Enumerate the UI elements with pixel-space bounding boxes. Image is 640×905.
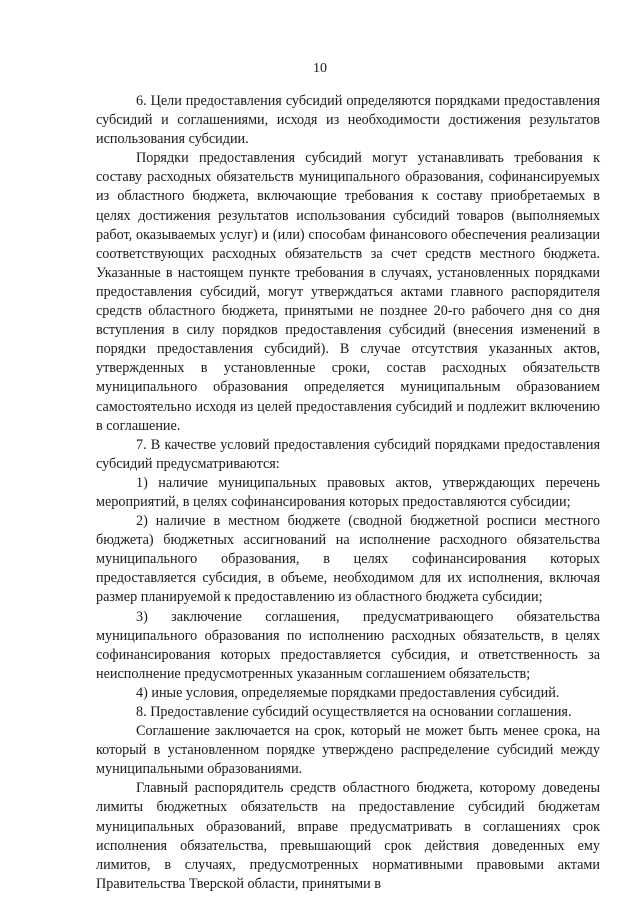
paragraph-item-7: 7. В качестве условий предоставления субсидий порядками предоставления субсидий предусматриваются: <box>96 436 600 472</box>
page-number: 10 <box>313 61 327 76</box>
paragraph-chief-administrator: Главный распорядитель средств областного бюджета, которому доведены лимиты бюджетных обязательств на предоставление субсидий бюджетам муниципальных образований, вправе предусматривать в соглашениях срок исполнения обязательства, превышающий срок действия доведенных ему лимитов, в случаях, предусмотренных нормативными правовыми актами Правительства Тверской области, принятыми в <box>96 780 600 892</box>
paragraph-subsidy-requirements: Порядки предоставления субсидий могут устанавливать требования к составу расходных обязательств муниципального образования, софинансируемых из областного бюджета, включающие требования к составу приобретаемых в целях достижения результатов использования субсидий товаров (выполняемых работ, оказываемых услуг) и (или) способам финансового обеспечения реализации соответствующих расходных обязательств за счет средств местного бюджета. Указанные в настоящем пункте требования в случаях, установленных порядками предоставления субсидий, могут утверждаться актами главного распорядителя средств областного бюджета, принятыми не позднее 20-го рабочего дня со дня вступления в силу порядков предоставления субсидий (внесения изменений в порядки предоставления субсидий). В случае отсутствия указанных актов, утвержденных в установленные сроки, состав расходных обязательств муниципального образования определяется муниципальным образованием самостоятельно исходя из целей предоставления субсидий и подлежит включению в соглашение. <box>96 150 600 434</box>
condition-3: 3) заключение соглашения, предусматривающего обязательства муниципального образования по исполнению расходных обязательств, в целях софинансирования которых предоставляется субсидия, и ответственность за неисполнение предусмотренных указанным соглашением обязательств; <box>96 608 600 682</box>
condition-1: 1) наличие муниципальных правовых актов, утверждающих перечень мероприятий, в целях софинансирования которых предоставляются субсидии; <box>96 474 600 510</box>
paragraph-agreement-term: Соглашение заключается на срок, который не может быть менее срока, на который в установленном порядке утверждено распределение субсидий между муниципальными образованиями. <box>96 723 600 778</box>
document-body <box>96 92 600 894</box>
paragraph-item-8: 8. Предоставление субсидий осуществляется на основании соглашения. <box>136 704 572 720</box>
condition-2: 2) наличие в местном бюджете (сводной бюджетной росписи местного бюджета) бюджетных ассигнований на исполнение расходного обязательства муниципального образования, в целях софинансирования которых предоставляется субсидия, в объеме, необходимом для их исполнения, включая размер планируемой к предоставлению из областного бюджета субсидии; <box>96 513 600 606</box>
paragraph-item-6: 6. Цели предоставления субсидий определяются порядками предоставления субсидий и соглашениями, исходя из необходимости достижения результатов использования субсидии. <box>96 93 600 148</box>
condition-4: 4) иные условия, определяемые порядками предоставления субсидий. <box>136 684 560 701</box>
